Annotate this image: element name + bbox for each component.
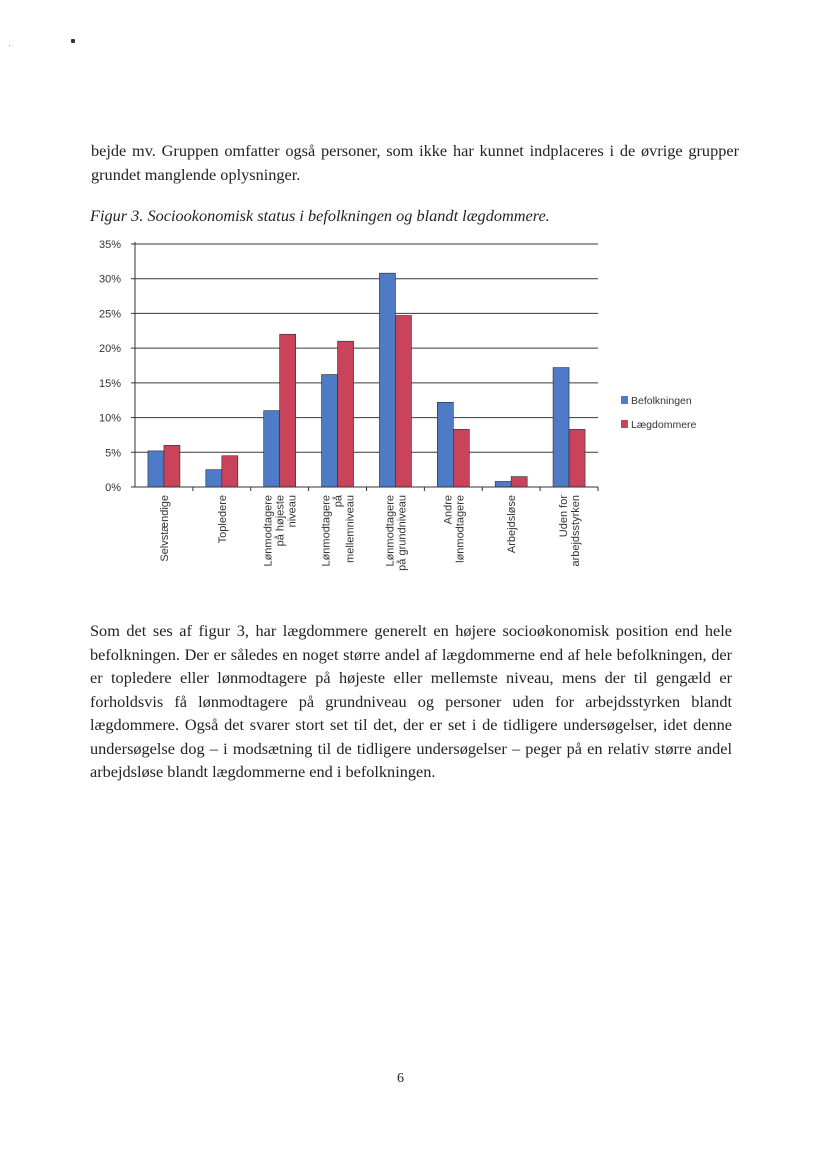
scan-speck [9, 45, 10, 46]
intro-paragraph: bejde mv. Gruppen omfatter også personer, som ikke har kunnet indplaceres i de øvrige grupper grundet manglende oplysninger. [91, 141, 739, 184]
bar-befolkningen [495, 481, 511, 487]
x-category-label: Topledere [216, 495, 229, 544]
y-tick-label: 15% [98, 377, 121, 390]
x-category-label: Uden for [558, 495, 571, 538]
bar-befolkningen [206, 470, 222, 487]
bar-befolkningen [322, 375, 338, 487]
bar-befolkningen [553, 368, 569, 487]
x-category-label: på grundniveau [396, 495, 409, 571]
legend-label: Lægdommere [631, 419, 697, 431]
y-tick-label: 5% [105, 447, 121, 460]
legend-swatch [621, 420, 628, 428]
body-paragraph: Som det ses af figur 3, har lægdommere generelt en højere socioøkonomisk position end hele befolkningen. Der er således en noget større andel af lægdommerne end af hele befolkningen, der er topledere eller lønmodtagere på højeste eller mellemste niveau, mens der til gengæld er forholdsvis få lønmodtagere på grundniveau og personer uden for arbejdsstyrken blandt lægdommere. Også det svarer stort set til det, der er set i de tidligere undersøgelser, idet denne undersøgelse dog – i modsætning til de tidligere undersøgelser – peger på en relativ større andel arbejdsløse blandt lægdommerne end i befolkningen. [90, 621, 732, 781]
bar-befolkningen [148, 451, 164, 487]
bar-befolkningen [379, 273, 395, 487]
legend-swatch [621, 396, 628, 404]
chart-gridlines [135, 244, 598, 452]
x-category-label: Lønmodtagere [320, 495, 333, 567]
figure-caption: Figur 3. Sociookonomisk status i befolkningen og blandt lægdommere. [90, 206, 550, 225]
legend-label: Befolkningen [631, 395, 692, 407]
bar-laegdommere [280, 334, 296, 487]
bar-laegdommere [222, 456, 238, 487]
x-category-label: på [332, 495, 345, 508]
x-category-label: Andre [442, 495, 455, 525]
chart-bars [148, 273, 585, 487]
bar-laegdommere [338, 341, 354, 487]
bar-chart [92, 232, 732, 592]
x-category-label: på højeste [274, 495, 287, 547]
x-category-label: arbejdsstyrken [570, 495, 583, 567]
y-tick-label: 25% [98, 308, 121, 321]
scan-mark [71, 39, 75, 43]
x-category-label: Lønmodtagere [384, 495, 397, 567]
y-tick-label: 10% [98, 412, 121, 425]
bar-laegdommere [164, 445, 180, 487]
y-tick-label: 0% [105, 482, 121, 494]
x-category-label: lønmodtagere [454, 495, 467, 563]
bar-befolkningen [437, 402, 453, 487]
page-number: 6 [397, 1071, 404, 1086]
bar-laegdommere [395, 316, 411, 487]
x-category-label: Arbejdsløse [506, 495, 519, 554]
x-category-label: niveau [286, 495, 299, 528]
x-category-label: mellemniveau [344, 495, 357, 563]
y-tick-label: 30% [98, 273, 121, 286]
bar-laegdommere [569, 429, 585, 487]
y-tick-label: 35% [98, 239, 121, 251]
x-category-label: Lønmodtagere [262, 495, 275, 567]
y-tick-label: 20% [98, 343, 121, 356]
x-category-label: Selvstændige [158, 495, 171, 562]
bar-befolkningen [264, 411, 280, 487]
bar-laegdommere [511, 477, 527, 487]
chart-legend [621, 395, 697, 431]
bar-laegdommere [453, 429, 469, 487]
